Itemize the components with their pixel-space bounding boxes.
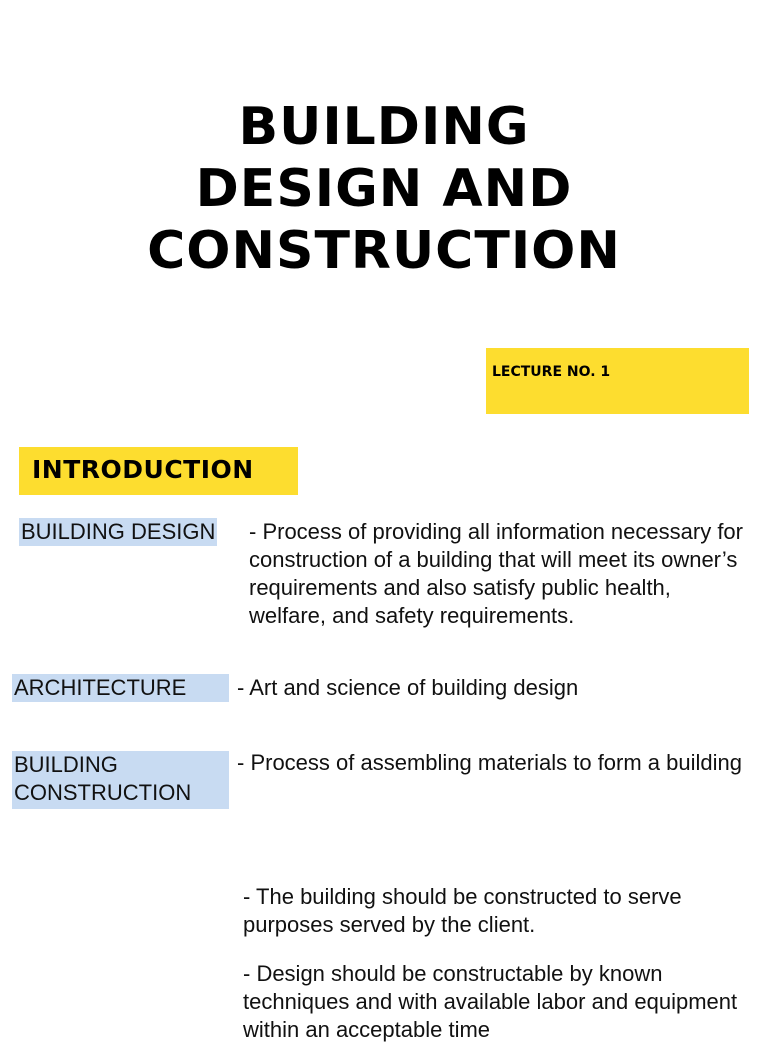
section-heading: INTRODUCTION (32, 455, 254, 484)
term-building-construction-line-1: BUILDING (14, 752, 118, 777)
lecture-number-label: LECTURE NO. 1 (492, 364, 611, 380)
term-building-design: BUILDING DESIGN (21, 519, 216, 544)
note-purpose: - The building should be constructed to serve purposes served by the client. (243, 884, 682, 937)
section-heading-banner (19, 447, 298, 495)
definition-building-construction: - Process of assembling materials to form a building (237, 750, 742, 775)
page-title (0, 96, 768, 282)
title-line-3: CONSTRUCTION (147, 221, 621, 281)
title-line-2: DESIGN AND (195, 159, 573, 219)
term-architecture: ARCHITECTURE (12, 674, 229, 702)
note-constructability: - Design should be constructable by known techniques and with available labor and equipment within an acceptable time (243, 961, 738, 1042)
term-building-construction (12, 751, 229, 809)
term-building-construction-line-2: CONSTRUCTION (14, 780, 192, 805)
title-line-1: BUILDING (238, 97, 530, 157)
definition-architecture: - Art and science of building design (237, 675, 579, 700)
definition-building-design: - Process of providing all information necessary for construction of a building that will meet its owner’s requirements and also satisfy public health, welfare, and safety requirements. (249, 519, 743, 628)
lecture-number-banner (486, 348, 749, 414)
